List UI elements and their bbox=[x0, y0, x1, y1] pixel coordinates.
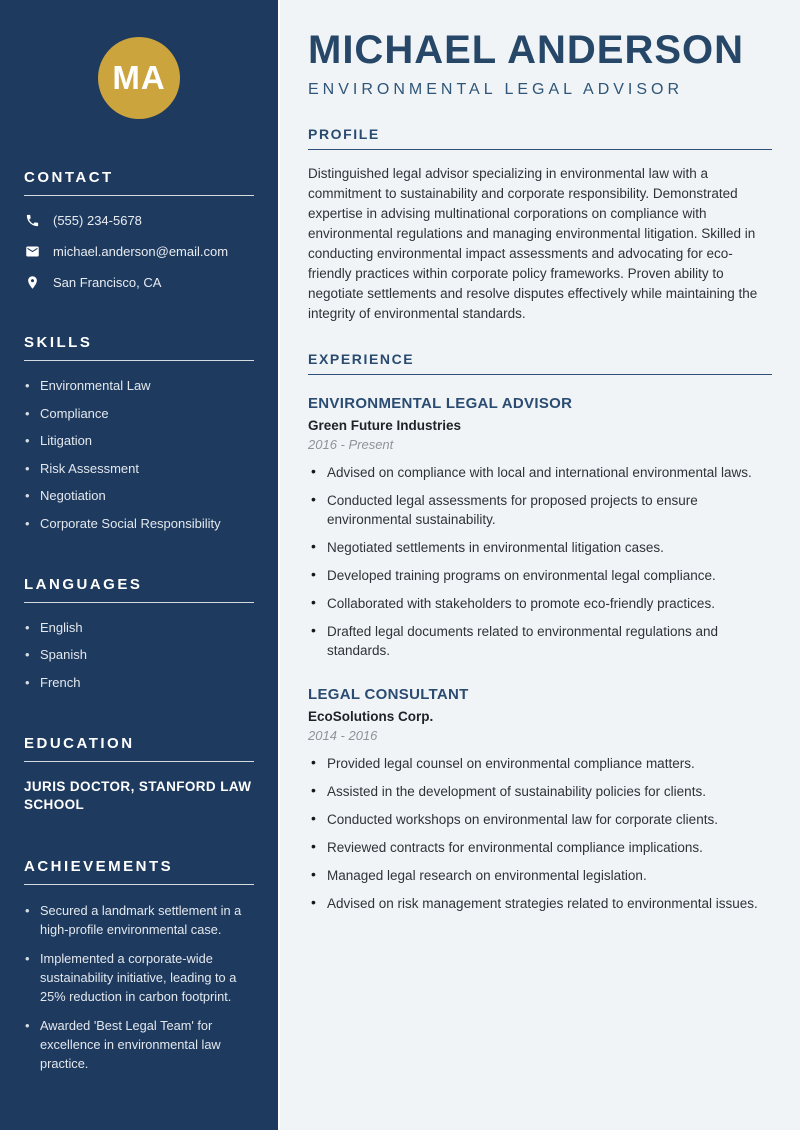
job-bullet: • Reviewed contracts for environmental compliance implications. bbox=[308, 838, 772, 857]
location-text: San Francisco, CA bbox=[53, 274, 162, 290]
job-bullet: • Managed legal research on environmental legislation. bbox=[308, 866, 772, 885]
list-item: • Spanish bbox=[24, 646, 254, 663]
achievements-section bbox=[24, 858, 254, 1073]
languages-section bbox=[24, 576, 254, 691]
achievements-heading: ACHIEVEMENTS bbox=[24, 858, 254, 885]
job-dates: 2016 - Present bbox=[308, 437, 394, 452]
job-bullet: • Assisted in the development of sustainability policies for clients. bbox=[308, 782, 772, 801]
experience-job bbox=[308, 395, 772, 660]
job-company: Green Future Industries bbox=[308, 418, 462, 433]
person-name: MICHAEL ANDERSON bbox=[308, 28, 745, 72]
education-degree: JURIS DOCTOR, STANFORD LAW SCHOOL bbox=[24, 778, 252, 812]
experience-section bbox=[308, 351, 772, 913]
list-item: • Risk Assessment bbox=[24, 460, 254, 477]
list-item: • Awarded 'Best Legal Team' for excellence in environmental law practice. bbox=[24, 1016, 254, 1073]
email-icon bbox=[24, 243, 40, 259]
profile-heading: PROFILE bbox=[308, 126, 772, 150]
phone-icon bbox=[24, 212, 40, 228]
job-company: EcoSolutions Corp. bbox=[308, 709, 434, 724]
experience-heading: EXPERIENCE bbox=[308, 351, 772, 375]
person-title: ENVIRONMENTAL LEGAL ADVISOR bbox=[308, 81, 684, 98]
education-section bbox=[24, 735, 254, 814]
skills-section bbox=[24, 334, 254, 532]
contact-section bbox=[24, 169, 254, 290]
skills-heading: SKILLS bbox=[24, 334, 254, 361]
job-title: ENVIRONMENTAL LEGAL ADVISOR bbox=[308, 395, 573, 412]
job-bullet: • Drafted legal documents related to environmental regulations and standards. bbox=[308, 622, 772, 660]
list-item: • Secured a landmark settlement in a high-profile environmental case. bbox=[24, 901, 254, 939]
job-dates: 2014 - 2016 bbox=[308, 728, 378, 743]
avatar bbox=[98, 37, 180, 119]
phone-number: (555) 234-5678 bbox=[53, 212, 142, 228]
languages-heading: LANGUAGES bbox=[24, 576, 254, 603]
avatar-initials: MA bbox=[112, 59, 166, 96]
job-bullet: • Provided legal counsel on environmental compliance matters. bbox=[308, 754, 772, 773]
skills-list bbox=[24, 377, 254, 532]
location-icon bbox=[24, 274, 40, 290]
job-bullet: • Advised on risk management strategies related to environmental issues. bbox=[308, 894, 772, 913]
job-bullet: • Conducted workshops on environmental law for corporate clients. bbox=[308, 810, 772, 829]
job-bullet: • Conducted legal assessments for proposed projects to ensure environmental sustainability. bbox=[308, 491, 772, 529]
list-item: • French bbox=[24, 674, 254, 691]
education-heading: EDUCATION bbox=[24, 735, 254, 762]
list-item: • Litigation bbox=[24, 432, 254, 449]
sidebar bbox=[0, 0, 280, 1130]
list-item: • Implemented a corporate-wide sustainability initiative, leading to a 25% reduction in carbon footprint. bbox=[24, 949, 254, 1006]
contact-email bbox=[24, 243, 254, 259]
email-address: michael.anderson@email.com bbox=[53, 243, 229, 259]
list-item: • English bbox=[24, 619, 254, 636]
languages-list bbox=[24, 619, 254, 691]
job-bullet-list bbox=[308, 463, 772, 660]
contact-phone bbox=[24, 212, 254, 228]
contact-heading: CONTACT bbox=[24, 169, 254, 196]
job-bullet: • Negotiated settlements in environmental litigation cases. bbox=[308, 538, 772, 557]
main-content bbox=[280, 0, 800, 1130]
profile-section bbox=[308, 126, 772, 324]
profile-text: Distinguished legal advisor specializing in environmental law with a commitment to sustainability and corporate responsibility. Demonstrated expertise in advising multinational corporations on compliance with environmental regulations and managing environmental litigation. Skilled in conducting environmental impact assessments and advocating for eco-friendly practices within corporate policy frameworks. Proven ability to negotiate settlements and resolve disputes effectively while maintaining the integrity of environmental standards. bbox=[308, 166, 758, 321]
job-title: LEGAL CONSULTANT bbox=[308, 686, 469, 703]
list-item: • Corporate Social Responsibility bbox=[24, 515, 254, 532]
list-item: • Negotiation bbox=[24, 487, 254, 504]
list-item: • Environmental Law bbox=[24, 377, 254, 394]
job-bullet: • Developed training programs on environmental legal compliance. bbox=[308, 566, 772, 585]
contact-location bbox=[24, 274, 254, 290]
job-bullet: • Advised on compliance with local and international environmental laws. bbox=[308, 463, 772, 482]
job-bullet-list bbox=[308, 754, 772, 913]
experience-job bbox=[308, 686, 772, 913]
list-item: • Compliance bbox=[24, 405, 254, 422]
achievements-list bbox=[24, 901, 254, 1073]
job-bullet: • Collaborated with stakeholders to promote eco-friendly practices. bbox=[308, 594, 772, 613]
